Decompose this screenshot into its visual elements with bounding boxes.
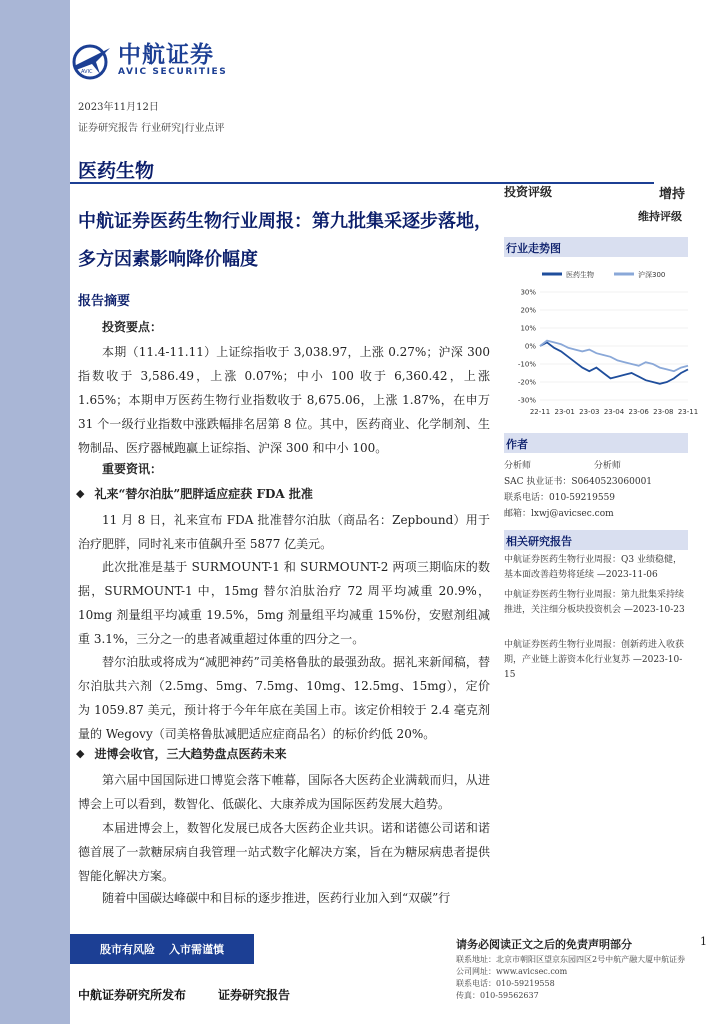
news-2-paragraph-2: 本届进博会上，数智化发展已成各大医药企业共识。诺和诺德公司诺和诺德首展了一款糖尿病自我管理一站式数字化解决方案，旨在为糖尿病患者提供智能化解决方案。 — [78, 821, 490, 883]
brand-name-en: AVIC SECURITIES — [118, 67, 228, 77]
report-category: 证券研究报告 行业研究|行业点评 — [78, 123, 225, 134]
x-tick-label: 22-11 — [529, 408, 551, 416]
legend-label: 医药生物 — [566, 271, 594, 279]
y-tick-label: 30% — [520, 288, 536, 297]
left-sidebar-band — [0, 0, 70, 1024]
news-1-paragraph-1: 11 月 8 日，礼来宣布 FDA 批准替尔泊肽（商品名：Zepbound）用于治疗肥胖，同时礼来市值飙升至 5877 亿美元。 — [78, 513, 490, 551]
legend-label: 沪深300 — [638, 271, 666, 279]
x-tick-label: 23-03 — [579, 408, 600, 416]
series-line-沪深300 — [540, 341, 688, 372]
x-tick-label: 23-08 — [653, 408, 674, 416]
rating-value: 增持 — [659, 187, 686, 202]
y-tick-label: 0% — [524, 342, 536, 351]
author-phone: 联系电话：010-59219559 — [504, 493, 616, 503]
news-2-paragraph-3: 随着中国碳达峰碳中和目标的逐步推进，医药行业加入到“双碳”行 — [102, 891, 451, 905]
brand-logo — [70, 40, 227, 80]
news-item-1 — [76, 485, 313, 502]
report-page — [70, 0, 724, 1024]
news-1-paragraph-3: 替尔泊肽或将成为“减肥神药”司美格鲁肽的最强劲敌。据礼来新闻稿，替尔泊肽共六剂（2.5mg、5mg、7.5mg、10mg、12.5mg、15mg），定价为 1059.87 美元，预计将于今年年底在美国上市。该定价相较于 2.4 毫克剂量的 Wegovy（司美格鲁肽减肥适应症商品名）的标价约低 20%。 — [78, 655, 490, 741]
header-divider — [70, 182, 654, 184]
author-title-line — [504, 458, 621, 471]
industry-trend-chart — [504, 262, 699, 422]
author-email: 邮箱：lxwj@avicsec.com — [504, 509, 614, 519]
key-points-heading: 投资要点： — [102, 320, 163, 334]
author-license: SAC 执业证书：S0640523060001 — [504, 477, 653, 487]
related-report-1[interactable]: 中航证券医药生物行业周报：Q3 业绩稳健，基本面改善趋势将延续 —2023-11-06 — [504, 555, 682, 580]
related-report-3[interactable]: 中航证券医药生物行业周报：创新药进入收获期，产业链上游资本化行业复苏 —2023-10-15 — [504, 640, 685, 680]
author-role-b: 分析师 — [593, 461, 621, 471]
news-item-1-title: 礼来“替尔泊肽”肥胖适应症获 FDA 批准 — [94, 487, 313, 501]
x-tick-label: 23-06 — [628, 408, 649, 416]
risk-banner — [70, 934, 254, 964]
news-item-2-title: 进博会收官，三大趋势盘点医药未来 — [94, 747, 287, 761]
report-title: 中航证券医药生物行业周报：第九批集采逐步落地，多方因素影响降价幅度 — [78, 211, 492, 270]
x-tick-label: 23-01 — [554, 408, 575, 416]
disclaimer-line-2: 公司网址：www.avicsec.com — [456, 967, 568, 976]
y-tick-label: -10% — [517, 360, 536, 369]
y-tick-label: -20% — [517, 378, 536, 387]
summary-heading: 报告摘要 — [78, 294, 131, 309]
disclaimer-line-1: 联系地址：北京市朝阳区望京东园四区2号中航产融大厦中航证券 — [456, 955, 686, 964]
related-report-2[interactable]: 中航证券医药生物行业周报：第九批集采持续推进，关注细分板块投资机会 —2023-10-23 — [504, 590, 685, 615]
y-tick-label: 10% — [520, 324, 536, 333]
y-tick-label: 20% — [520, 306, 536, 315]
author-box-title: 作者 — [504, 433, 688, 453]
series-line-医药生物 — [540, 342, 688, 383]
author-role-a: 分析师 — [504, 461, 532, 471]
x-tick-label: 23-11 — [677, 408, 699, 416]
disclaimer-line-4: 传真：010-59562637 — [456, 991, 539, 1000]
y-tick-label: -30% — [517, 396, 536, 405]
news-2-paragraph-1: 第六届中国国际进口博览会落下帷幕，国际各大医药企业满载而归，从进博会上可以看到，数智化、低碳化、大康养成为国际医药发展大趋势。 — [78, 773, 490, 811]
sector-heading: 医药生物 — [78, 160, 155, 182]
disclaimer-title: 请务必阅读正文之后的免责声明部分 — [456, 938, 632, 951]
publisher: 中航证券研究所发布 — [78, 988, 187, 1002]
risk-text-b: 入市需谨慎 — [169, 943, 224, 956]
x-tick-label: 23-04 — [603, 408, 625, 416]
disclaimer-line-3: 联系电话：010-59219558 — [456, 979, 555, 988]
rating-label: 投资评级 — [504, 185, 553, 199]
diamond-bullet-icon: ◆ — [76, 747, 85, 760]
news-item-2 — [76, 745, 286, 762]
report-date: 2023年11月12日 — [78, 102, 159, 113]
market-paragraph: 本期（11.4-11.11）上证综指收于 3,038.97，上涨 0.27%；沪深 300 指数收于 3,586.49，上涨 0.07%；中小 100 收于 6,360.42，上涨 1.65%；本期申万医药生物行业指数收于 8,675.06，上涨 1.87%，在申万 31 个一级行业指数中涨跌幅排名居第 8 位。其中，医药商业、化学制剂、生物制品、医疗器械跑赢上证综指、沪深 300 和中小 100。 — [78, 345, 490, 455]
trend-box-title: 行业走势图 — [504, 237, 688, 257]
related-box-title: 相关研究报告 — [504, 530, 688, 550]
news-heading: 重要资讯： — [102, 462, 163, 476]
svg-text:AVIC: AVIC — [81, 69, 93, 75]
news-1-paragraph-2: 此次批准是基于 SURMOUNT-1 和 SURMOUNT-2 两项三期临床的数据，SURMOUNT-1 中，15mg 替尔泊肽治疗 72 周平均减重 20.9%，10mg 剂量组平均减重 19.5%，5mg 剂量组平均减重 15%份，安慰剂组减重 3.1%，三分之一的患者减重超过体重的四分之一。 — [78, 560, 490, 646]
plane-logo-icon — [70, 40, 114, 80]
rating-maintain: 维持评级 — [638, 210, 682, 223]
risk-text-a: 股市有风险 — [100, 943, 155, 956]
page-number: 1 — [700, 935, 707, 948]
diamond-bullet-icon: ◆ — [76, 487, 85, 500]
brand-name-cn: 中航证券 — [118, 42, 214, 68]
publisher-subtitle: 证券研究报告 — [218, 988, 291, 1002]
